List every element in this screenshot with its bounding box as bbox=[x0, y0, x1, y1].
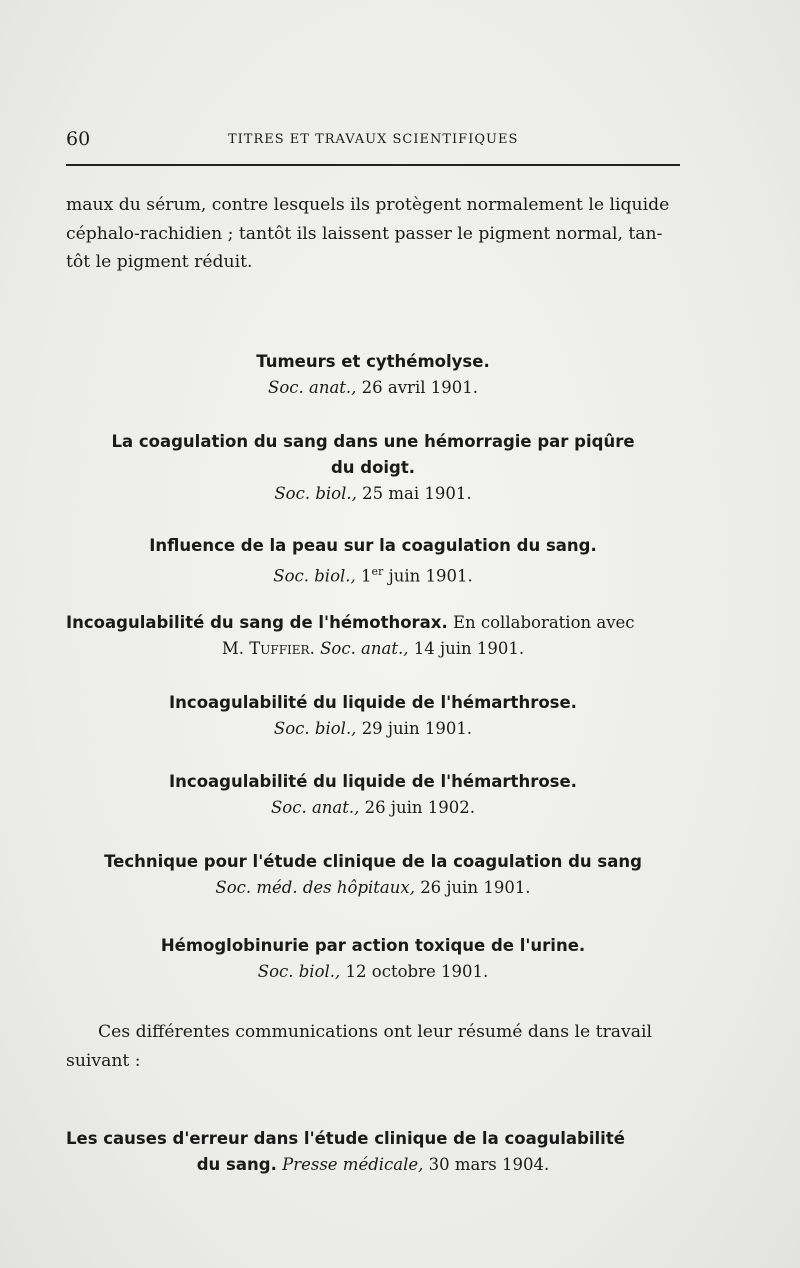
reference-entry bbox=[66, 933, 680, 985]
entry-title: Influence de la peau sur la coagulation du sang. bbox=[149, 536, 597, 555]
entry-date: 26 avril 1901. bbox=[361, 378, 478, 397]
final-journal: Presse médicale, bbox=[282, 1155, 424, 1174]
intro-line: céphalo-rachidien ; tantôt ils laissent passer le pigment normal, tan- bbox=[66, 223, 663, 244]
entry-date: 26 juin 1902. bbox=[364, 798, 475, 817]
entry-date: 25 mai 1901. bbox=[362, 484, 472, 503]
reference-entry bbox=[66, 769, 680, 821]
entry-superscript: er bbox=[371, 565, 384, 578]
entry-title-cont: du doigt. bbox=[330, 458, 416, 477]
reference-entry bbox=[66, 429, 680, 507]
entry-date: 12 octobre 1901. bbox=[345, 962, 489, 981]
entry-journal: Soc. méd. des hôpitaux, bbox=[215, 878, 415, 897]
reference-entry bbox=[66, 849, 680, 901]
entry-reference bbox=[66, 636, 680, 662]
entry-author-initial: M. bbox=[221, 639, 245, 658]
final-date: 30 mars 1904. bbox=[428, 1155, 550, 1174]
final-title: Les causes d'erreur dans l'étude clinique de la coagulabilité bbox=[66, 1129, 625, 1148]
entry-date: 29 juin 1901. bbox=[361, 719, 473, 738]
entry-date: juin 1901. bbox=[388, 566, 473, 586]
entry-journal: Soc. biol., bbox=[257, 962, 341, 981]
entry-journal: Soc. anat., bbox=[320, 639, 409, 658]
entry-date: 14 juin 1901. bbox=[413, 639, 525, 658]
reference-entry bbox=[66, 610, 680, 662]
final-entry bbox=[66, 1126, 680, 1178]
entry-reference bbox=[66, 481, 680, 507]
entry-journal: Soc. biol., bbox=[273, 566, 356, 586]
entry-title: Hémoglobinurie par action toxique de l'urine. bbox=[160, 936, 586, 955]
entry-journal: Soc. anat., bbox=[270, 798, 360, 817]
intro-paragraph bbox=[66, 191, 680, 277]
entry-line bbox=[66, 610, 680, 636]
reference-entry bbox=[66, 690, 680, 742]
summary-line: suivant : bbox=[66, 1050, 141, 1071]
final-title-cont: du sang. bbox=[196, 1155, 277, 1174]
running-title: TITRES ET TRAVAUX SCIENTIFIQUES bbox=[228, 132, 519, 147]
intro-line: maux du sérum, contre lesquels ils protègent normalement le liquide bbox=[66, 195, 670, 215]
summary-paragraph bbox=[66, 1018, 680, 1075]
entry-title: Incoagulabilité du sang de l'hémothorax. bbox=[66, 613, 448, 632]
header-rule bbox=[66, 164, 680, 166]
page-header bbox=[66, 128, 680, 154]
entry-title: Tumeurs et cythémolyse. bbox=[256, 352, 490, 371]
entry-title: Technique pour l'étude clinique de la coagulation du sang bbox=[104, 852, 642, 871]
summary-line: Ces différentes communications ont leur résumé dans le travail bbox=[98, 1022, 652, 1042]
entry-reference bbox=[66, 795, 680, 821]
entry-reference bbox=[66, 559, 680, 590]
entry-title: La coagulation du sang dans une hémorragie par piqûre bbox=[111, 432, 635, 451]
entry-journal: Soc. biol., bbox=[274, 484, 357, 503]
page-number: 60 bbox=[66, 128, 91, 150]
entry-collab: En collaboration avec bbox=[452, 613, 635, 632]
entry-journal: Soc. biol., bbox=[273, 719, 357, 738]
entry-reference bbox=[66, 959, 680, 985]
entry-journal: Soc. anat., bbox=[268, 378, 357, 397]
entry-reference bbox=[66, 875, 680, 901]
entry-title: Incoagulabilité du liquide de l'hémarthrose. bbox=[169, 772, 577, 791]
final-reference bbox=[66, 1152, 680, 1178]
entry-reference bbox=[66, 716, 680, 742]
entry-reference bbox=[66, 375, 680, 401]
intro-line: tôt le pigment réduit. bbox=[66, 252, 253, 272]
reference-entry bbox=[66, 533, 680, 590]
entry-day: 1 bbox=[361, 566, 372, 586]
reference-entry bbox=[66, 349, 680, 401]
entry-author: Tuffier. bbox=[249, 639, 315, 658]
entry-title: Incoagulabilité du liquide de l'hémarthrose. bbox=[169, 693, 577, 712]
entry-date: 26 juin 1901. bbox=[420, 878, 531, 897]
